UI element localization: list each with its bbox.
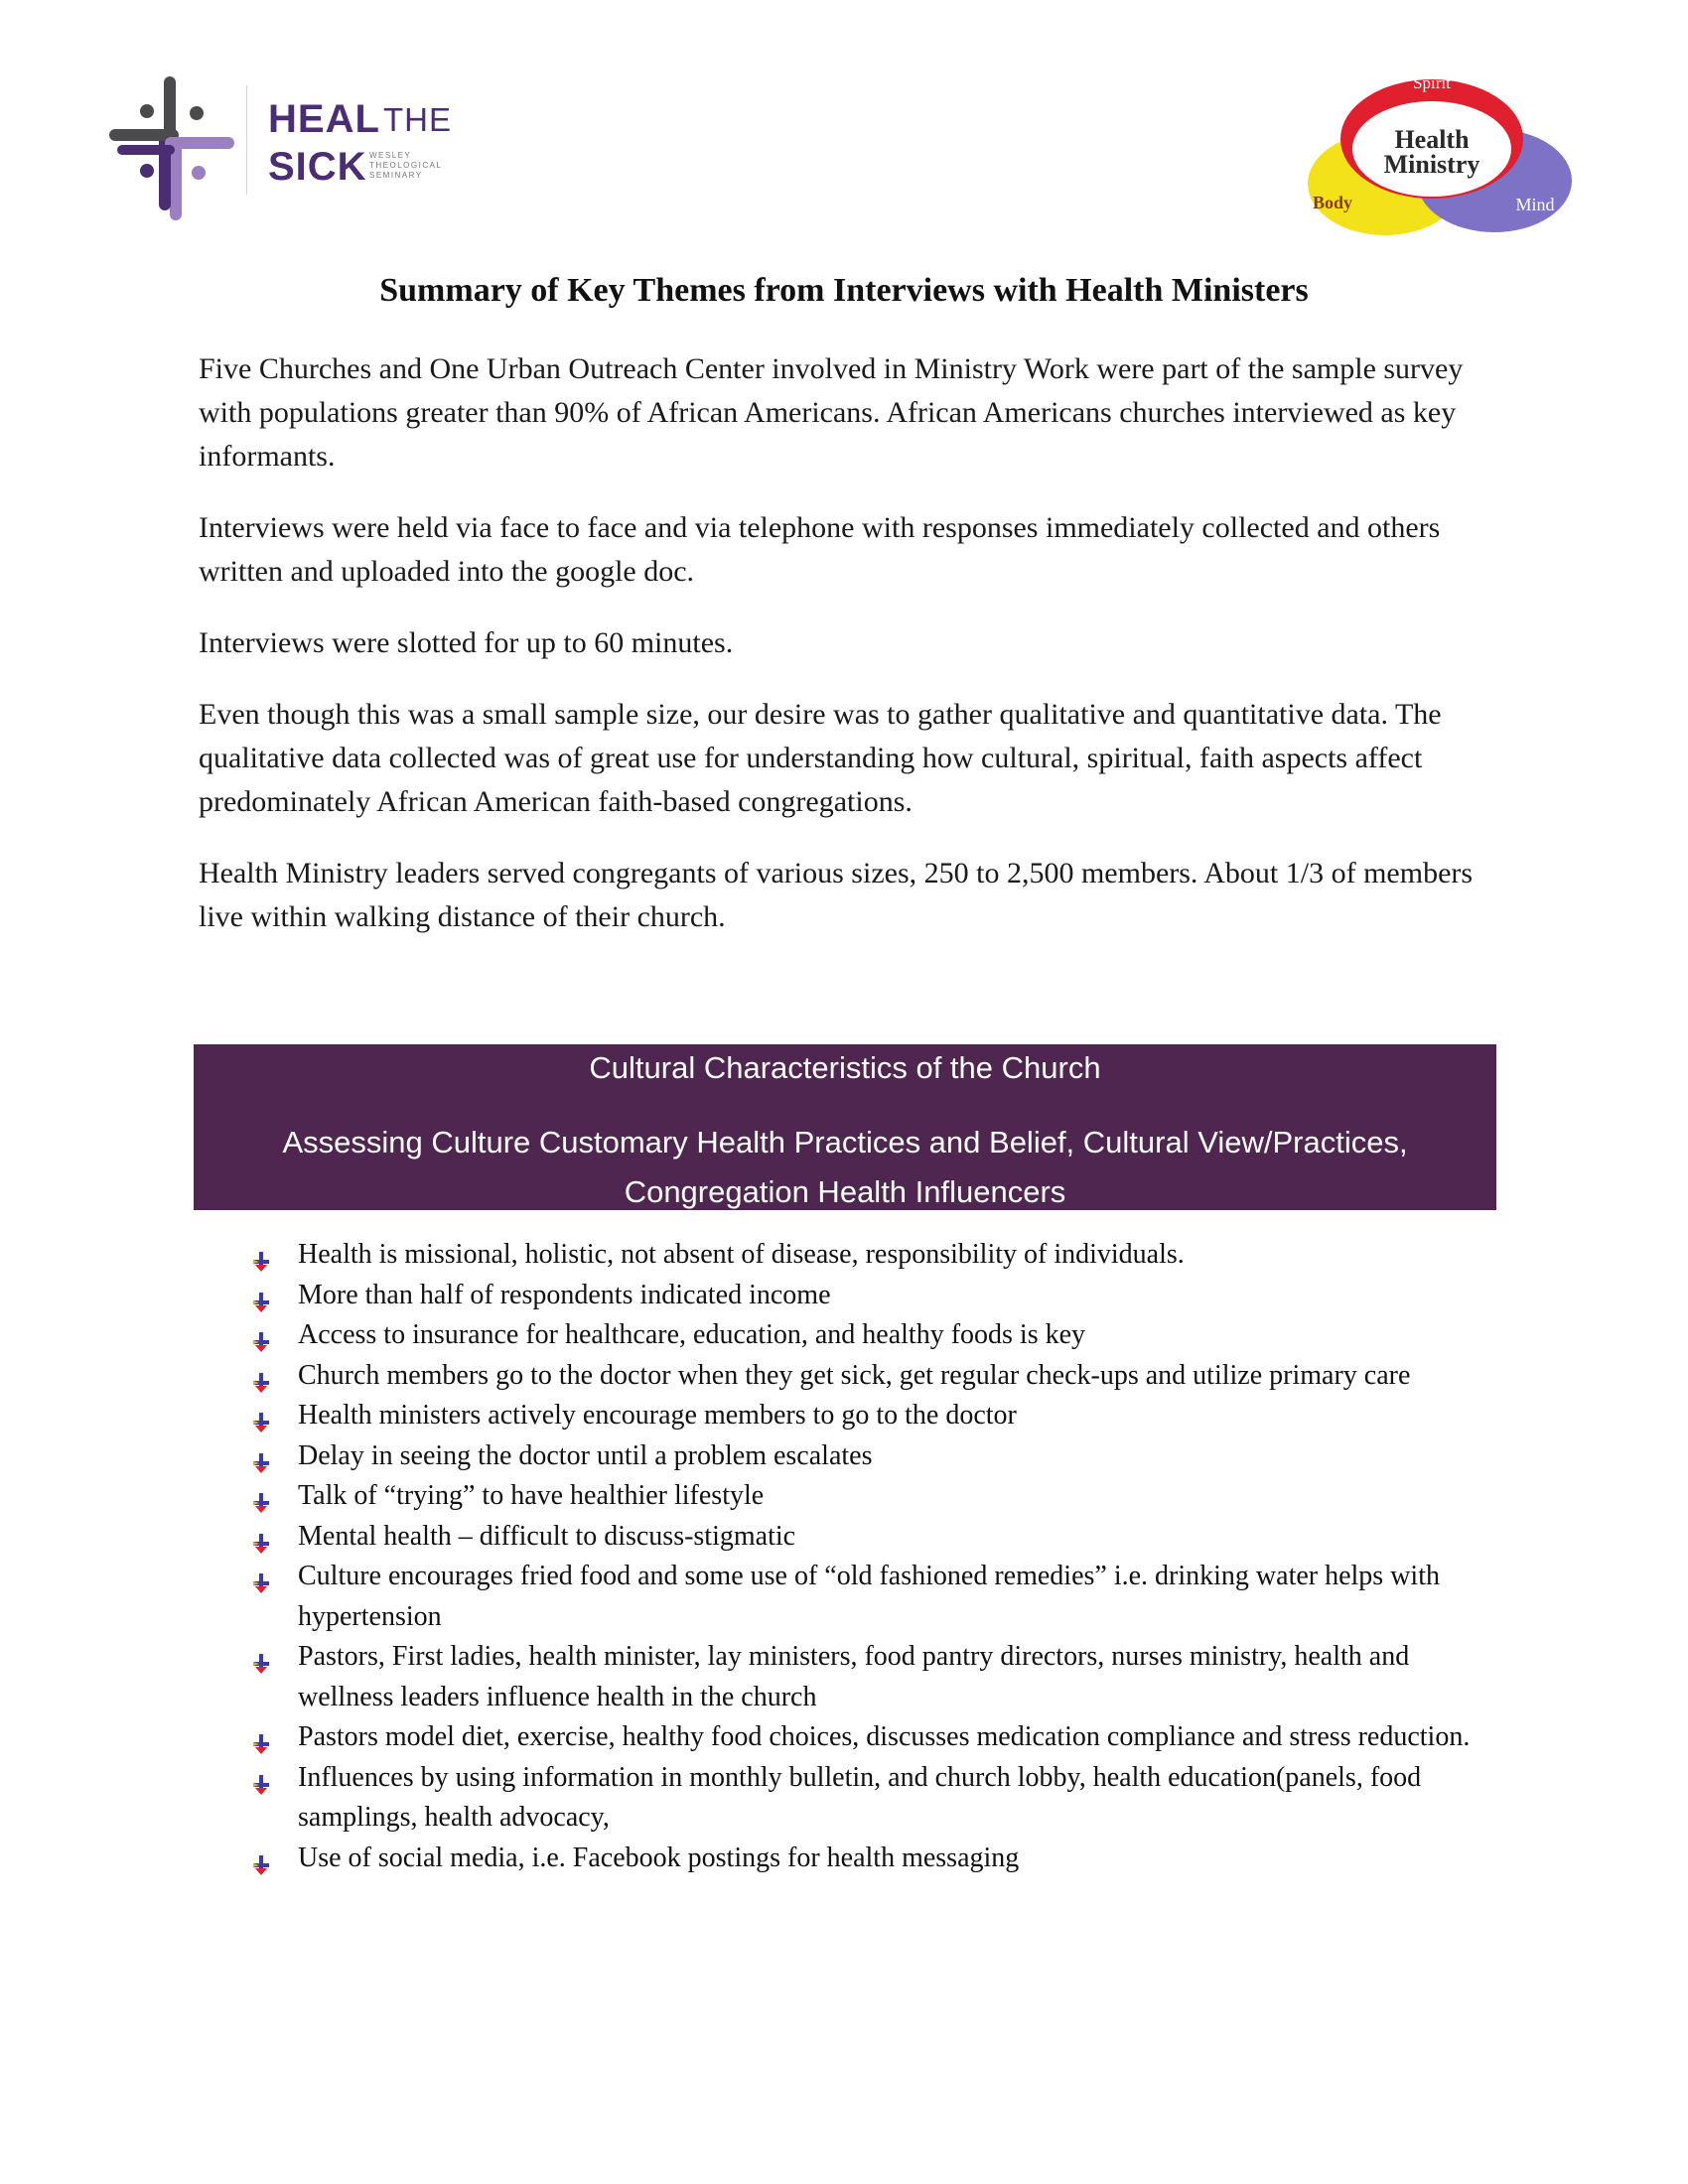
banner-heading: Cultural Characteristics of the Church bbox=[589, 1050, 1101, 1085]
theme-list-item bbox=[250, 1276, 1481, 1316]
paragraph: Health Ministry leaders served congregants of various sizes, 250 to 2,500 members. About 1/3 of members live within walking distance of their church. bbox=[199, 857, 1474, 933]
health-label: Health bbox=[1394, 125, 1470, 154]
theme-text: Pastors, First ladies, health minister, lay ministers, food pantry directors, nurses ministry, health and wellness leaders influence health in the church bbox=[298, 1641, 1410, 1712]
mind-label: Mind bbox=[1515, 195, 1555, 214]
theme-list-item bbox=[250, 1396, 1481, 1436]
theme-list-item bbox=[250, 1758, 1481, 1839]
bullet-arrow-icon bbox=[250, 1406, 272, 1428]
cross-emblem-icon bbox=[107, 71, 236, 225]
theme-list-item bbox=[250, 1235, 1481, 1276]
venn-diagram-icon bbox=[1281, 60, 1579, 248]
paragraph: Even though this was a small sample size, our desire was to gather qualitative and quantitative data. The qualitative data collected was of great use for understanding how cultural, spiritual, faith aspects affect predominately African American faith-based congregations. bbox=[199, 698, 1442, 818]
paragraph: Five Churches and One Urban Outreach Center involved in Ministry Work were part of the sample survey with populations greater than 90% of African Americans. African Americans churches interviewed as key informants. bbox=[199, 352, 1464, 473]
theme-list-item bbox=[250, 1557, 1481, 1637]
theme-text: More than half of respondents indicated income bbox=[298, 1279, 831, 1310]
theme-list-item bbox=[250, 1436, 1481, 1477]
logo-the-text: THE bbox=[383, 101, 452, 138]
health-ministry-logo bbox=[1281, 60, 1579, 248]
logo-heal-text: HEAL bbox=[268, 97, 380, 141]
theme-text: Culture encourages fried food and some use of “old fashioned remedies” i.e. drinking water helps with hypertension bbox=[298, 1561, 1440, 1632]
paragraph: Interviews were held via face to face and via telephone with responses immediately collected and others written and uploaded into the google doc. bbox=[199, 511, 1441, 588]
theme-text: Health is missional, holistic, not absent of disease, responsibility of individuals. bbox=[298, 1239, 1185, 1270]
bullet-arrow-icon bbox=[250, 1366, 272, 1388]
theme-text: Access to insurance for healthcare, education, and healthy foods is key bbox=[298, 1319, 1086, 1350]
logo-sick-text: SICK bbox=[268, 145, 367, 189]
bullet-arrow-icon bbox=[250, 1245, 272, 1267]
section-banner bbox=[194, 1044, 1496, 1210]
theme-text: Talk of “trying” to have healthier lifestyle bbox=[298, 1480, 765, 1511]
theme-list-item bbox=[250, 1637, 1481, 1717]
bullet-arrow-icon bbox=[250, 1647, 272, 1669]
bullet-arrow-icon bbox=[250, 1727, 272, 1749]
page-title: Summary of Key Themes from Interviews with Health Ministers bbox=[379, 272, 1309, 309]
bullet-arrow-icon bbox=[250, 1567, 272, 1588]
paragraph: Interviews were slotted for up to 60 minutes. bbox=[199, 626, 734, 659]
themes-list bbox=[250, 1235, 1481, 1878]
intro-section bbox=[199, 347, 1509, 967]
bullet-arrow-icon bbox=[250, 1527, 272, 1549]
theme-list-item bbox=[250, 1356, 1481, 1397]
body-label: Body bbox=[1312, 193, 1353, 212]
theme-list-item bbox=[250, 1315, 1481, 1356]
theme-text: Health ministers actively encourage members to go to the doctor bbox=[298, 1400, 1017, 1431]
theme-text: Mental health – difficult to discuss-stigmatic bbox=[298, 1520, 796, 1552]
bullet-arrow-icon bbox=[250, 1446, 272, 1468]
bullet-arrow-icon bbox=[250, 1768, 272, 1790]
theme-text: Church members go to the doctor when they get sick, get regular check-ups and utilize primary care bbox=[298, 1359, 1411, 1391]
spirit-label: Spirit bbox=[1413, 73, 1451, 92]
bullet-arrow-icon bbox=[250, 1286, 272, 1307]
theme-list-item bbox=[250, 1717, 1481, 1758]
logo-divider bbox=[246, 85, 247, 195]
ministry-label: Ministry bbox=[1383, 150, 1480, 179]
logo-subtitle: WESLEY THEOLOGICAL SEMINARY bbox=[369, 151, 443, 180]
theme-list-item bbox=[250, 1476, 1481, 1517]
logo-wordmark bbox=[266, 99, 465, 199]
theme-text: Pastors model diet, exercise, healthy food choices, discusses medication compliance and stress reduction. bbox=[298, 1721, 1471, 1752]
theme-text: Use of social media, i.e. Facebook postings for health messaging bbox=[298, 1842, 1020, 1873]
bullet-arrow-icon bbox=[250, 1486, 272, 1508]
bullet-arrow-icon bbox=[250, 1325, 272, 1347]
theme-list-item bbox=[250, 1839, 1481, 1879]
theme-text: Influences by using information in monthly bulletin, and church lobby, health education(panels, food samplings, health advocacy, bbox=[298, 1761, 1422, 1833]
heal-the-sick-logo bbox=[107, 71, 455, 225]
theme-list-item bbox=[250, 1517, 1481, 1558]
theme-text: Delay in seeing the doctor until a problem escalates bbox=[298, 1439, 873, 1471]
bullet-arrow-icon bbox=[250, 1848, 272, 1870]
banner-subheading: Assessing Culture Customary Health Practices and Belief, Cultural View/Practices, Congregation Health Influencers bbox=[282, 1125, 1408, 1209]
